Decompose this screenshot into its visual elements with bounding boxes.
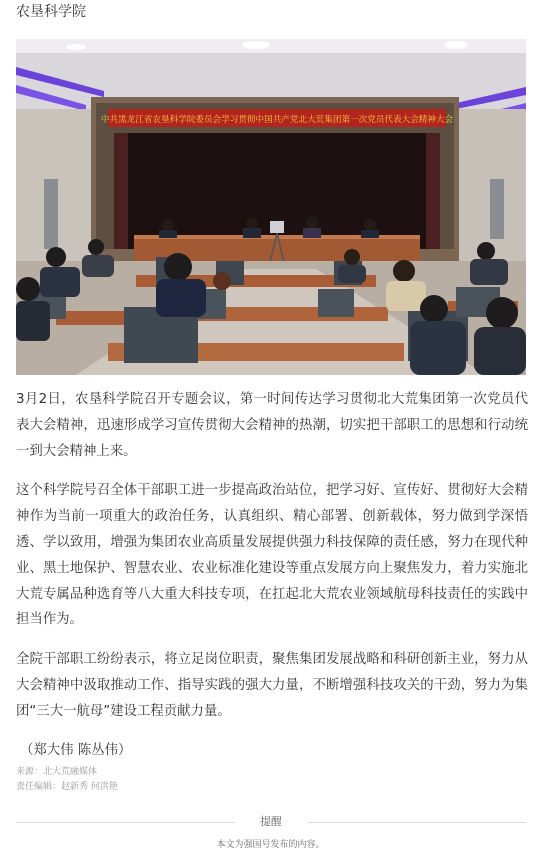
stage-banner-text: 中共黑龙江省农垦科学院委员会学习贯彻中国共产党北大荒集团第一次党员代表大会精神大会	[100, 115, 454, 125]
article-paragraph: 3月2日，农垦科学院召开专题会议，第一时间传达学习贯彻北大荒集团第一次党员代表大会精神，迅速形成学习宣传贯彻大会精神的热潮，切实把干部职工的思想和行动统一到大会精神上来。	[16, 392, 528, 459]
article-paragraph: 全院干部职工纷纷表示，将立足岗位职责，聚焦集团发展战略和科研创新主业，努力从大会精神中汲取推动工作、指导实践的强大力量，不断增强科技攻关的干劲，努力为集团“三大一航母”建设工程贡献力量。	[16, 652, 528, 719]
notice-title: 提醒	[235, 812, 307, 832]
meeting-hall-image	[16, 39, 526, 375]
article-meta	[16, 765, 118, 795]
article-author: （郑大伟 陈丛伟）	[20, 742, 132, 758]
site-name[interactable]: 农垦科学院	[16, 4, 86, 20]
article-photo	[16, 39, 526, 375]
article-editor: 责任编辑：赵新秀 何洪艳	[16, 782, 118, 792]
article-body	[16, 387, 528, 763]
article-source: 来源：北大荒融媒体	[16, 767, 98, 777]
article-paragraph: 这个科学院号召全体干部职工进一步提高政治站位，把学习好、宣传好、贯彻好大会精神作为当前一项重大的政治任务，认真组织、精心部署、创新载体，努力做到学深悟透、学以致用，增强为集团农业高质量发展提供强力科技保障的责任感，努力在现代种业、黑土地保护、智慧农业、农业标准化建设等重点发展方向上聚焦发力，着力实施北大荒专属品种选育等八大重大科技专项，在扛起北大荒农业领域航母科技责任的实践中担当作为。	[16, 483, 528, 628]
notice-text: 本文为强国号发布的内容。	[216, 840, 325, 850]
